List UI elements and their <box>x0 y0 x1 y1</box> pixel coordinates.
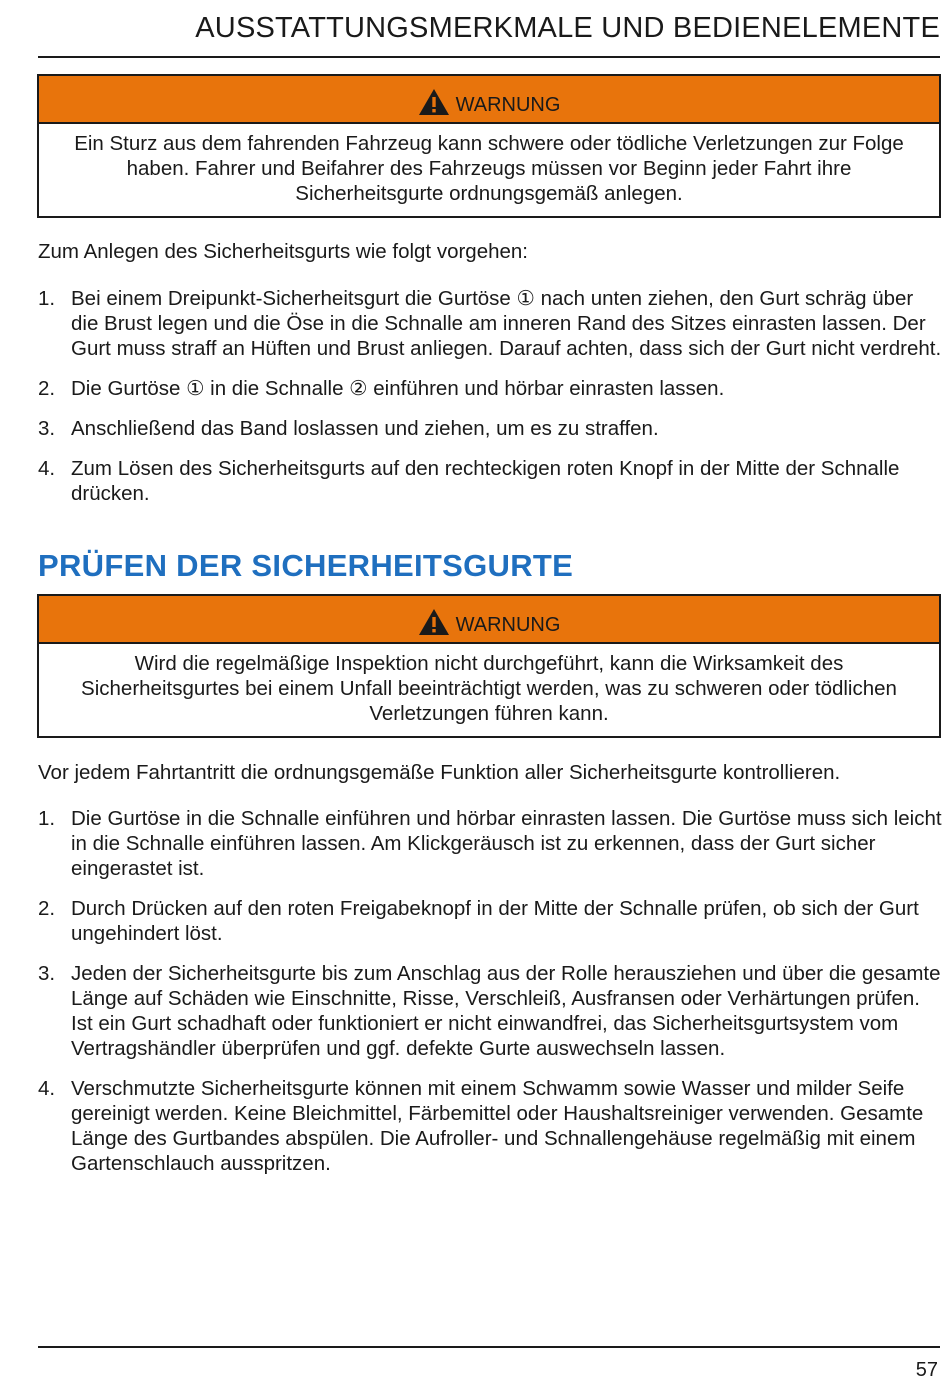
step-number: 2. <box>38 377 56 400</box>
step-text: Jeden der Sicherheitsgurte bis zum Anschlag aus der Rolle herausziehen und über die gesamte Länge auf Schäden wie Einschnitte, Risse, Verschleiß, Ausfransen oder Verhärtungen prüfen. Ist ein Gurt schadhaft oder funktioniert er nicht einwandfrei, das Sicherheitsgurtsystem vom Vertragshändler überprüfen und ggf. defekte Gurte auswechseln lassen. <box>71 962 941 1060</box>
warning-text: Wird die regelmäßige Inspektion nicht durchgeführt, kann die Wirksamkeit des Sicherheitsgurtes bei einem Unfall beeinträchtigt werden, was zu schweren oder tödlichen Verletzungen führen kann. <box>81 652 897 725</box>
warning-header <box>39 76 939 124</box>
step-text: Die Gurtöse in die Schnalle einführen und hörbar einrasten lassen. Die Gurtöse muss sich leicht in die Schnalle einführen lassen. Am Klickgeräusch ist zu erkennen, dass der Gurt sicher eingerastet ist. <box>71 807 942 880</box>
page-number: 57 <box>915 1359 938 1381</box>
step-number: 1. <box>38 287 56 310</box>
list-item <box>38 286 942 361</box>
inspection-intro-paragraph: Vor jedem Fahrtantritt die ordnungsgemäße Funktion aller Sicherheitsgurte kontrollieren. <box>38 761 841 784</box>
warning-label: WARNUNG <box>455 94 561 116</box>
warning-text: Ein Sturz aus dem fahrenden Fahrzeug kann schwere oder tödliche Verletzungen zur Folge haben. Fahrer und Beifahrer des Fahrzeugs müssen vor Beginn jeder Fahrt ihre Sicherheitsgurte ordnungsgemäß anlegen. <box>74 132 904 205</box>
list-item <box>38 416 942 441</box>
intro-paragraph: Zum Anlegen des Sicherheitsgurts wie folgt vorgehen: <box>38 240 528 263</box>
list-item <box>38 456 942 506</box>
list-item <box>38 961 942 1061</box>
warning-box-fall <box>37 74 941 218</box>
page-header-title: AUSSTATTUNGSMERKMALE UND BEDIENELEMENTE <box>195 12 940 44</box>
warning-header <box>39 596 939 644</box>
step-text: Bei einem Dreipunkt-Sicherheitsgurt die Gurtöse ① nach unten ziehen, den Gurt schräg über die Brust legen und die Öse in die Schnalle am inneren Rand des Sitzes einrasten lassen. Der Gurt muss straff an Hüften und Brust anliegen. Darauf achten, dass sich der Gurt nicht verdreht. <box>71 287 942 360</box>
warning-triangle-icon <box>418 88 450 116</box>
step-text: Zum Lösen des Sicherheitsgurts auf den rechteckigen roten Knopf in der Mitte der Schnalle drücken. <box>71 457 900 505</box>
step-number: 4. <box>38 457 56 480</box>
step-number: 4. <box>38 1077 56 1100</box>
step-text: Durch Drücken auf den roten Freigabeknopf in der Mitte der Schnalle prüfen, ob sich der Gurt ungehindert löst. <box>71 897 919 945</box>
warning-triangle-icon <box>418 608 450 636</box>
step-number: 2. <box>38 897 56 920</box>
inspection-steps-list <box>38 806 942 1191</box>
footer-divider <box>38 1346 940 1348</box>
list-item <box>38 1076 942 1176</box>
step-text: Verschmutzte Sicherheitsgurte können mit einem Schwamm sowie Wasser und milder Seife gereinigt werden. Keine Bleichmittel, Färbemittel oder Haushaltsreiniger verwenden. Gesamte Länge des Gurtbandes abspülen. Die Aufroller- und Schnallengehäuse regelmäßig mit einem Gartenschlauch ausspritzen. <box>71 1077 924 1175</box>
warning-label: WARNUNG <box>455 614 561 636</box>
step-number: 1. <box>38 807 56 830</box>
header-divider <box>38 56 940 58</box>
warning-box-inspection <box>37 594 941 738</box>
fastening-steps-list <box>38 286 942 521</box>
step-text: Anschließend das Band loslassen und ziehen, um es zu straffen. <box>71 417 659 440</box>
list-item <box>38 896 942 946</box>
list-item <box>38 376 942 401</box>
section-heading: PRÜFEN DER SICHERHEITSGURTE <box>38 548 574 583</box>
list-item <box>38 806 942 881</box>
step-number: 3. <box>38 417 56 440</box>
step-text: Die Gurtöse ① in die Schnalle ② einführen und hörbar einrasten lassen. <box>71 377 725 400</box>
step-number: 3. <box>38 962 56 985</box>
